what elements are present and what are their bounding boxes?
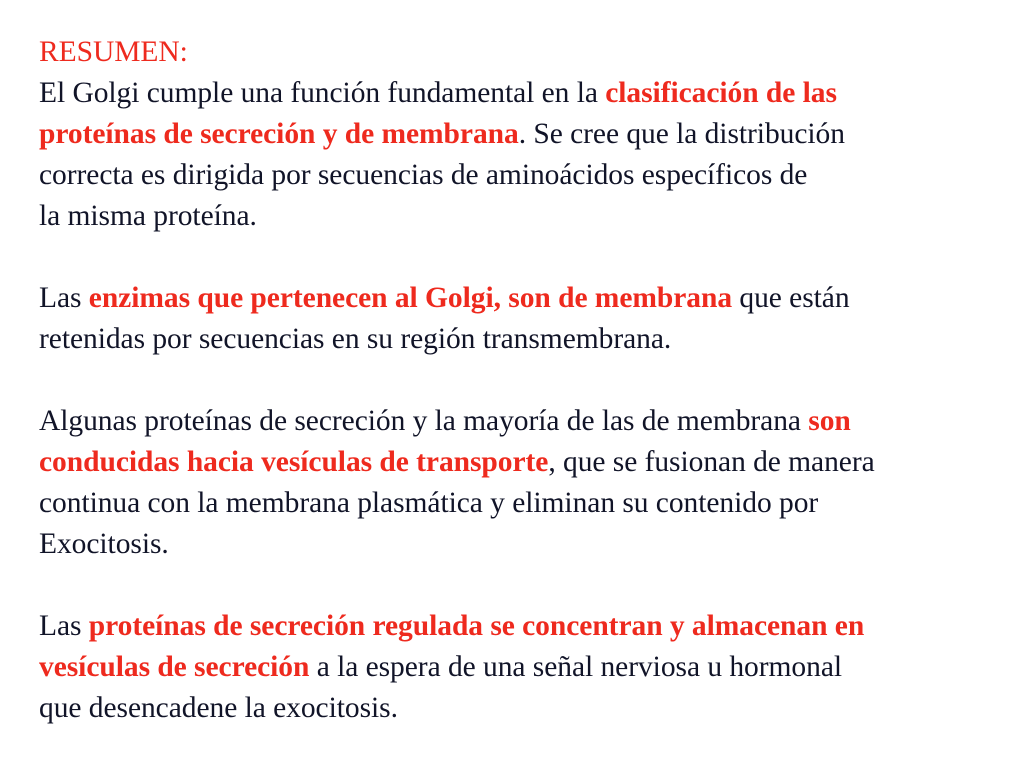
text-line: retenidas por secuencias en su región transmembrana. — [39, 323, 672, 355]
text-line: correcta es dirigida por secuencias de aminoácidos específicos de — [39, 159, 808, 191]
slide-content — [39, 32, 1009, 729]
paragraph-regulated-secretion — [39, 606, 1009, 729]
highlight-text: proteínas de secreción y de membrana — [39, 118, 519, 150]
highlight-text: clasificación de las — [605, 77, 837, 109]
highlight-text: conducidas hacia vesículas de transporte — [39, 446, 549, 478]
text-line — [39, 606, 1009, 647]
text-segment: Las — [39, 282, 89, 314]
text-line: continua con la membrana plasmática y eliminan su contenido por — [39, 487, 819, 519]
text-line — [39, 442, 1009, 483]
highlight-text: enzimas que pertenecen al Golgi, son de membrana — [88, 282, 733, 314]
highlight-text: vesículas de secreción — [39, 651, 310, 683]
text-segment: Las — [39, 610, 89, 642]
highlight-text: proteínas de secreción regulada se concentran y almacenan en — [88, 610, 865, 642]
text-line: la misma proteína. — [39, 200, 257, 232]
text-segment: El Golgi cumple una función fundamental en la — [39, 77, 606, 109]
text-line — [39, 114, 1009, 155]
paragraph-golgi-function — [39, 73, 1009, 237]
text-segment: , que se fusionan de manera — [548, 446, 875, 478]
text-line: que desencadene la exocitosis. — [39, 692, 398, 724]
slide-title: RESUMEN: — [39, 36, 188, 68]
highlight-text: son — [808, 405, 851, 437]
text-line — [39, 278, 1009, 319]
text-segment: que están — [732, 282, 850, 314]
text-line: Exocitosis. — [39, 528, 169, 560]
paragraph-transport-vesicles — [39, 401, 1009, 565]
text-segment: a la espera de una señal nerviosa u hormonal — [309, 651, 843, 683]
text-segment: Algunas proteínas de secreción y la mayoría de las de membrana — [39, 405, 809, 437]
text-line — [39, 73, 1009, 114]
paragraph-golgi-enzymes — [39, 278, 1009, 360]
text-line — [39, 647, 1009, 688]
text-segment: . Se cree que la distribución — [518, 118, 845, 150]
text-line — [39, 401, 1009, 442]
